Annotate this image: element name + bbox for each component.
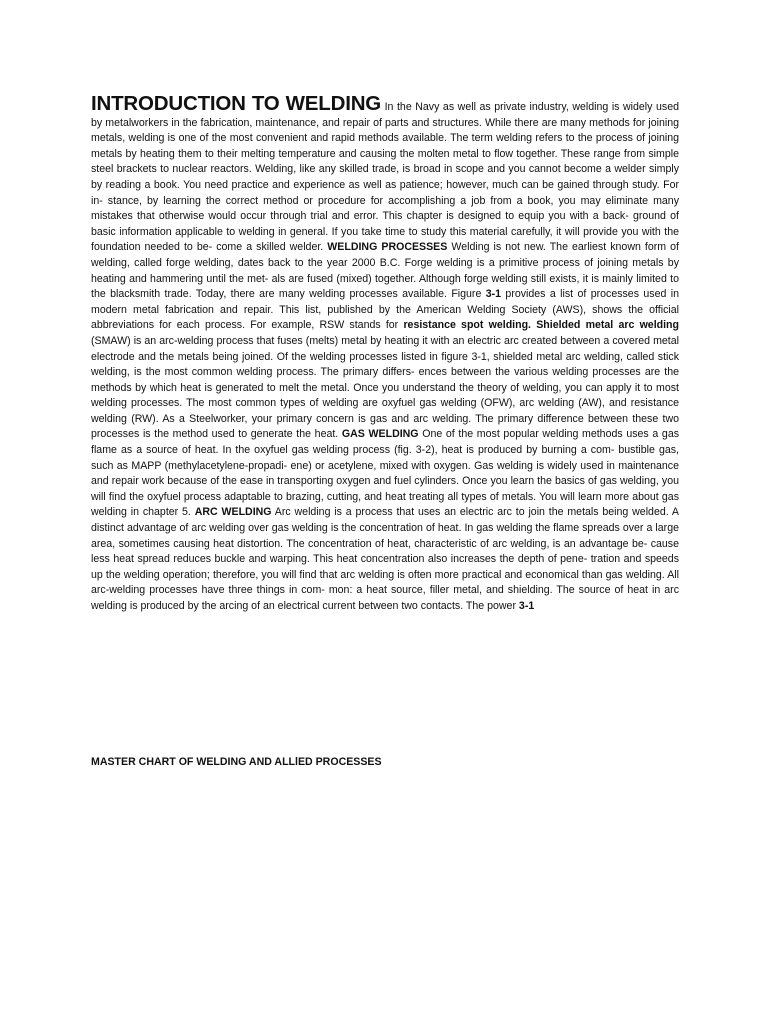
bold-term: resistance spot welding. Shielded metal arc welding xyxy=(403,319,679,332)
page-title: INTRODUCTION TO WELDING xyxy=(91,92,382,115)
text-segment: (SMAW) is an arc-welding process that fuses (melts) metal by heating it with an electric arc created between a covered metal electrode and the metals being joined. Of the welding processes listed in figure 3-1, shielded metal arc welding, called stick welding, is the most common welding process. The primary differs- ences between the various welding processes are the methods by which heat is generated to melt the metal. Once you understand the theory of welding, you can apply it to most welding processes. The most common types of welding are oxyfuel gas welding (OFW), arc welding (AW), and resistance welding (RW). As a Steelworker, your primary concern is gas and arc welding. The primary difference between these two processes is the method used to generate the heat. xyxy=(91,334,679,441)
section-heading-welding-processes: WELDING PROCESSES xyxy=(327,241,448,254)
section-heading-arc-welding: ARC WELDING xyxy=(194,506,272,519)
text-segment: Arc welding is a process that uses an electric arc to join the metals being welded. A distinct advantage of arc welding over gas welding is the concentration of heat. In gas welding the flame spreads over a large area, sometimes causing heat distortion. The concentration of heat, characteristic of arc welding, is an advantage be- cause less heat spread reduces buckle and warping. This heat concentration also increases the depth of pene- tration and speeds up the welding operation; therefore, you will find that arc welding is often more practical and economical than gas welding. All arc-welding processes have three things in com- mon: a heat source, filler metal, and shielding. The source of heat in arc welding is produced by the arcing of an electrical current between two contacts. The power xyxy=(91,506,679,612)
text-segment: provides a list of processes used in modern metal fabrication and repair. This list, published by the American Welding Society (AWS), shows the official abbreviations for each process. For example, RSW stands for xyxy=(91,288,679,332)
figure-reference: 3-1 xyxy=(485,288,502,301)
text-segment: One of the most popular welding methods uses a gas flame as a source of heat. In the oxyfuel gas welding process (fig. 3-2), heat is produced by burning a com- bustible gas, such as MAPP (methylacetylene-propadi- ene) or acetylene, mixed with oxygen. Gas welding is widely used in maintenance and repair work because of the ease in transporting oxygen and fuel cylinders. Once you learn the basics of gas welding, you will find the oxyfuel process adaptable to brazing, cutting, and heat treating all types of metals. You will learn more about gas welding in chapter 5. xyxy=(91,428,680,519)
text-segment: Welding is not new. The earliest known form of welding, called forge welding, dates back to the year 2000 B.C. Forge welding is a primitive process of joining metals by heating and hammering until the met- als are fused (mixed) together. Although forge welding still exists, it is mainly limited to the blacksmith trade. Today, there are many welding processes available. Figure xyxy=(91,241,680,301)
text-segment: In the Navy as well as private industry, welding is widely used by metalworkers in the fabrication, maintenance, and repair of parts and structures. While there are many methods for joining metals, welding is one of the most convenient and rapid methods available. The term welding refers to the process of joining metals by heating them to their melting temperature and causing the molten metal to flow together. These range from simple steel brackets to nuclear reactors. Welding, like any skilled trade, is broad in scope and you cannot become a welder simply by reading a book. You need practice and experience as well as patience; however, much can be gained through study. For in- stance, by learning the correct method or procedure for accomplishing a job from a book, you may eliminate many mistakes that otherwise would occur through trial and error. This chapter is designed to equip you with a back- ground of basic information applicable to welding in general. If you take time to study this material carefully, it will provide you with the foundation needed to be- come a skilled welder. xyxy=(91,101,679,254)
body-paragraph xyxy=(91,94,679,615)
page-number-reference: 3-1 xyxy=(518,600,535,612)
document-page xyxy=(91,94,679,615)
section-heading-gas-welding: GAS WELDING xyxy=(341,428,419,441)
chart-heading: MASTER CHART OF WELDING AND ALLlED PROCESSES xyxy=(91,756,382,768)
